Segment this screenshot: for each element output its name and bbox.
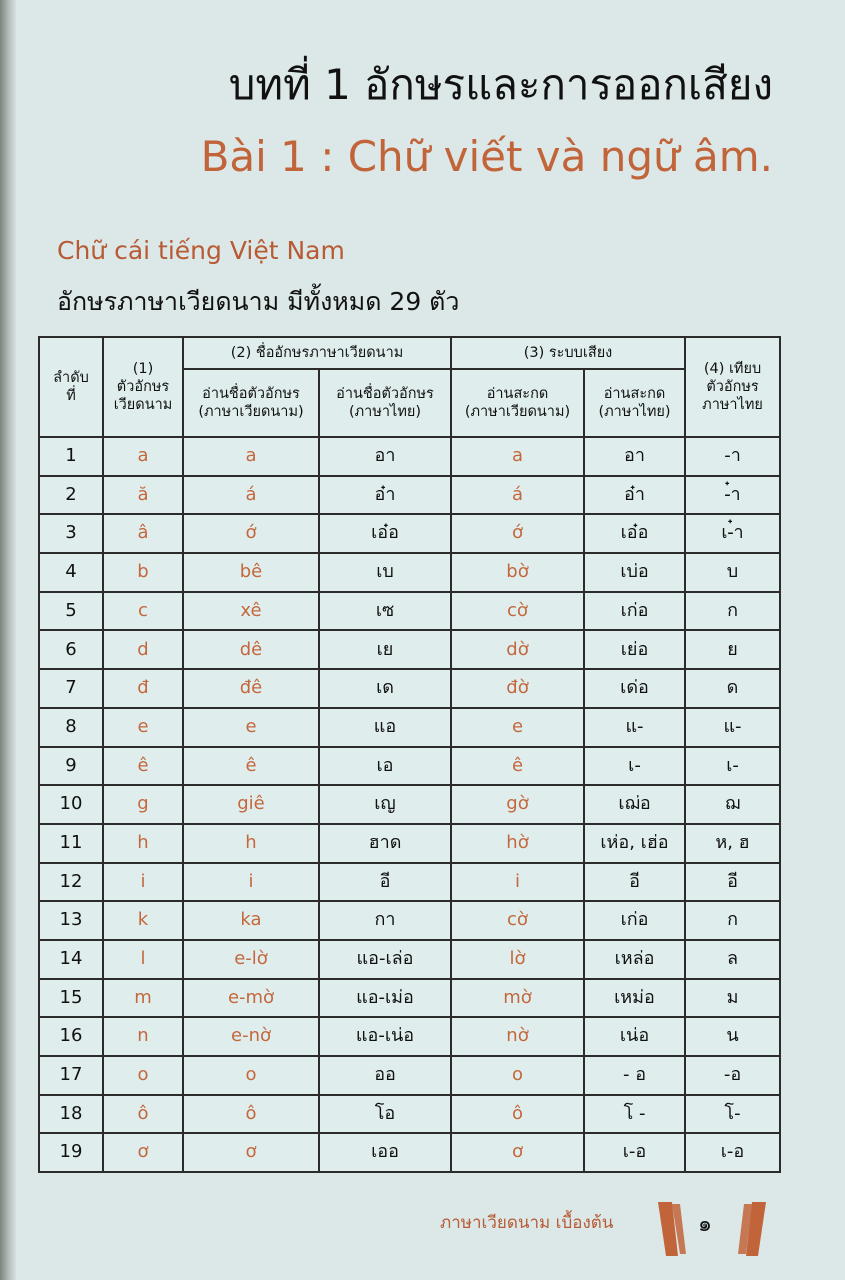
spelling-thai: เก่อ <box>584 901 685 940</box>
spelling-thai: เหล่อ <box>584 940 685 979</box>
table-row <box>39 592 780 631</box>
spelling-thai: อี <box>584 863 685 902</box>
thai-equivalent: เ- <box>685 747 780 786</box>
thai-equivalent: บ <box>685 553 780 592</box>
letter-name-vietnamese: e-mờ <box>183 979 319 1018</box>
vietnamese-letter: o <box>103 1056 183 1095</box>
table-row <box>39 553 780 592</box>
row-number: 2 <box>39 476 103 515</box>
book-title-footer: ภาษาเวียดนาม เบื้องต้น <box>440 1213 614 1233</box>
row-number: 4 <box>39 553 103 592</box>
table-row <box>39 669 780 708</box>
vietnamese-letter: â <box>103 514 183 553</box>
letter-name-vietnamese: e-nờ <box>183 1017 319 1056</box>
header-name-thai: อ่านชื่อตัวอักษร (ภาษาไทย) <box>319 369 451 437</box>
row-number: 9 <box>39 747 103 786</box>
row-number: 10 <box>39 785 103 824</box>
vietnamese-letter: m <box>103 979 183 1018</box>
letter-name-vietnamese: ka <box>183 901 319 940</box>
letter-name-thai: อา <box>319 437 451 476</box>
vietnamese-letter: b <box>103 553 183 592</box>
spelling-thai: เ- <box>584 747 685 786</box>
table-row <box>39 1095 780 1134</box>
vietnamese-letter: d <box>103 630 183 669</box>
vietnamese-letter: ô <box>103 1095 183 1134</box>
spelling-vietnamese: đờ <box>451 669 584 708</box>
spelling-vietnamese: cờ <box>451 592 584 631</box>
table-row <box>39 437 780 476</box>
spelling-vietnamese: ơ <box>451 1133 584 1172</box>
thai-equivalent: -๋า <box>685 476 780 515</box>
letter-name-thai: อี <box>319 863 451 902</box>
table-row <box>39 1056 780 1095</box>
spelling-vietnamese: mờ <box>451 979 584 1018</box>
spelling-vietnamese: ê <box>451 747 584 786</box>
spelling-vietnamese: hờ <box>451 824 584 863</box>
thai-equivalent: ก <box>685 592 780 631</box>
thai-equivalent: แ- <box>685 708 780 747</box>
letter-name-vietnamese: xê <box>183 592 319 631</box>
vietnamese-letter: ê <box>103 747 183 786</box>
section-title-vietnamese: Chữ cái tiếng Việt Nam <box>57 236 345 265</box>
spelling-thai: โ - <box>584 1095 685 1134</box>
row-number: 5 <box>39 592 103 631</box>
spelling-vietnamese: gờ <box>451 785 584 824</box>
spelling-vietnamese: cờ <box>451 901 584 940</box>
vietnamese-letter: l <box>103 940 183 979</box>
chapter-title-vietnamese: Bài 1 : Chữ viết và ngữ âm. <box>200 132 773 181</box>
thai-equivalent: ก <box>685 901 780 940</box>
spelling-thai: เหม่อ <box>584 979 685 1018</box>
row-number: 17 <box>39 1056 103 1095</box>
row-number: 18 <box>39 1095 103 1134</box>
spelling-vietnamese: nờ <box>451 1017 584 1056</box>
thai-equivalent: ห, ฮ <box>685 824 780 863</box>
row-number: 1 <box>39 437 103 476</box>
row-number: 15 <box>39 979 103 1018</box>
vietnamese-letter: g <box>103 785 183 824</box>
letter-name-vietnamese: giê <box>183 785 319 824</box>
thai-equivalent: ฌ <box>685 785 780 824</box>
thai-equivalent: -อ <box>685 1056 780 1095</box>
header-sound-system-group: (3) ระบบเสียง <box>451 337 685 369</box>
letter-name-thai: กา <box>319 901 451 940</box>
letter-name-vietnamese: a <box>183 437 319 476</box>
letter-name-vietnamese: dê <box>183 630 319 669</box>
letter-name-vietnamese: đê <box>183 669 319 708</box>
header-spelling-vietnamese: อ่านสะกด (ภาษาเวียดนาม) <box>451 369 584 437</box>
thai-equivalent: ม <box>685 979 780 1018</box>
letter-name-thai: แอ <box>319 708 451 747</box>
table-row <box>39 785 780 824</box>
vietnamese-letter: đ <box>103 669 183 708</box>
row-number: 14 <box>39 940 103 979</box>
letter-name-vietnamese: e-lờ <box>183 940 319 979</box>
table-row <box>39 708 780 747</box>
letter-name-thai: แอ-เน่อ <box>319 1017 451 1056</box>
page-number: ๑ <box>698 1212 712 1237</box>
thai-equivalent: เ-๋า <box>685 514 780 553</box>
table-row <box>39 476 780 515</box>
row-number: 7 <box>39 669 103 708</box>
letter-name-thai: ฮาด <box>319 824 451 863</box>
table-row <box>39 747 780 786</box>
letter-name-thai: แอ-เม่อ <box>319 979 451 1018</box>
vietnamese-letter: e <box>103 708 183 747</box>
vietnamese-letter: i <box>103 863 183 902</box>
table-row <box>39 979 780 1018</box>
header-spelling-thai: อ่านสะกด (ภาษาไทย) <box>584 369 685 437</box>
row-number: 13 <box>39 901 103 940</box>
thai-equivalent: เ-อ <box>685 1133 780 1172</box>
row-number: 12 <box>39 863 103 902</box>
spelling-vietnamese: lờ <box>451 940 584 979</box>
table-row <box>39 1017 780 1056</box>
letter-name-thai: เซ <box>319 592 451 631</box>
letter-name-vietnamese: e <box>183 708 319 747</box>
spelling-thai: แ- <box>584 708 685 747</box>
spelling-thai: เฌ่อ <box>584 785 685 824</box>
table-row <box>39 824 780 863</box>
letter-name-thai: เบ <box>319 553 451 592</box>
letter-name-vietnamese: ê <box>183 747 319 786</box>
thai-equivalent: ด <box>685 669 780 708</box>
letter-name-thai: อ๋า <box>319 476 451 515</box>
section-title-thai: อักษรภาษาเวียดนาม มีทั้งหมด 29 ตัว <box>57 287 460 316</box>
spelling-thai: เอ๋อ <box>584 514 685 553</box>
spelling-thai: เน่อ <box>584 1017 685 1056</box>
spelling-thai: เบ่อ <box>584 553 685 592</box>
row-number: 3 <box>39 514 103 553</box>
header-letter-name-group: (2) ชื่ออักษรภาษาเวียดนาม <box>183 337 451 369</box>
header-name-vietnamese: อ่านชื่อตัวอักษร (ภาษาเวียดนาม) <box>183 369 319 437</box>
spelling-thai: เห่อ, เฮ่อ <box>584 824 685 863</box>
vietnamese-letter: ă <box>103 476 183 515</box>
row-number: 6 <box>39 630 103 669</box>
row-number: 8 <box>39 708 103 747</box>
row-number: 11 <box>39 824 103 863</box>
letter-name-vietnamese: ớ <box>183 514 319 553</box>
spelling-thai: อา <box>584 437 685 476</box>
spelling-thai: อ๋า <box>584 476 685 515</box>
letter-name-thai: เย <box>319 630 451 669</box>
spelling-vietnamese: a <box>451 437 584 476</box>
table-row <box>39 863 780 902</box>
letter-name-vietnamese: á <box>183 476 319 515</box>
vietnamese-letter: h <box>103 824 183 863</box>
vietnamese-letter: a <box>103 437 183 476</box>
thai-equivalent: โ- <box>685 1095 780 1134</box>
spelling-thai: เย่อ <box>584 630 685 669</box>
letter-name-thai: เออ <box>319 1133 451 1172</box>
thai-equivalent: ย <box>685 630 780 669</box>
alphabet-table <box>38 336 781 1173</box>
vietnamese-letter: k <box>103 901 183 940</box>
spelling-vietnamese: á <box>451 476 584 515</box>
letter-name-vietnamese: h <box>183 824 319 863</box>
letter-name-vietnamese: bê <box>183 553 319 592</box>
row-number: 19 <box>39 1133 103 1172</box>
letter-name-thai: เอ๋อ <box>319 514 451 553</box>
letter-name-thai: ออ <box>319 1056 451 1095</box>
spelling-thai: เด่อ <box>584 669 685 708</box>
letter-name-thai: โอ <box>319 1095 451 1134</box>
spelling-thai: เก่อ <box>584 592 685 631</box>
spelling-thai: เ-อ <box>584 1133 685 1172</box>
header-thai-equivalent: (4) เทียบ ตัวอักษร ภาษาไทย <box>685 337 780 437</box>
letter-name-thai: เอ <box>319 747 451 786</box>
row-number: 16 <box>39 1017 103 1056</box>
table-row <box>39 940 780 979</box>
header-order: ลำดับ ที่ <box>39 337 103 437</box>
thai-equivalent: -า <box>685 437 780 476</box>
spelling-vietnamese: e <box>451 708 584 747</box>
letter-name-thai: แอ-เล่อ <box>319 940 451 979</box>
spelling-vietnamese: i <box>451 863 584 902</box>
table-row <box>39 1133 780 1172</box>
table-row <box>39 901 780 940</box>
chapter-title-thai: บทที่ 1 อักษรและการออกเสียง <box>228 60 773 109</box>
book-spine-shadow <box>0 0 16 1280</box>
spelling-thai: - อ <box>584 1056 685 1095</box>
spelling-vietnamese: o <box>451 1056 584 1095</box>
vietnamese-letter: ơ <box>103 1133 183 1172</box>
vietnamese-letter: n <box>103 1017 183 1056</box>
spelling-vietnamese: ô <box>451 1095 584 1134</box>
letter-name-vietnamese: ơ <box>183 1133 319 1172</box>
header-vietnamese-letter: (1) ตัวอักษร เวียดนาม <box>103 337 183 437</box>
letter-name-vietnamese: i <box>183 863 319 902</box>
spelling-vietnamese: ớ <box>451 514 584 553</box>
vietnamese-letter: c <box>103 592 183 631</box>
letter-name-thai: เด <box>319 669 451 708</box>
letter-name-vietnamese: ô <box>183 1095 319 1134</box>
thai-equivalent: น <box>685 1017 780 1056</box>
thai-equivalent: อี <box>685 863 780 902</box>
spelling-vietnamese: dờ <box>451 630 584 669</box>
letter-name-vietnamese: o <box>183 1056 319 1095</box>
thai-equivalent: ล <box>685 940 780 979</box>
table-row <box>39 514 780 553</box>
spelling-vietnamese: bờ <box>451 553 584 592</box>
letter-name-thai: เญ <box>319 785 451 824</box>
table-row <box>39 630 780 669</box>
